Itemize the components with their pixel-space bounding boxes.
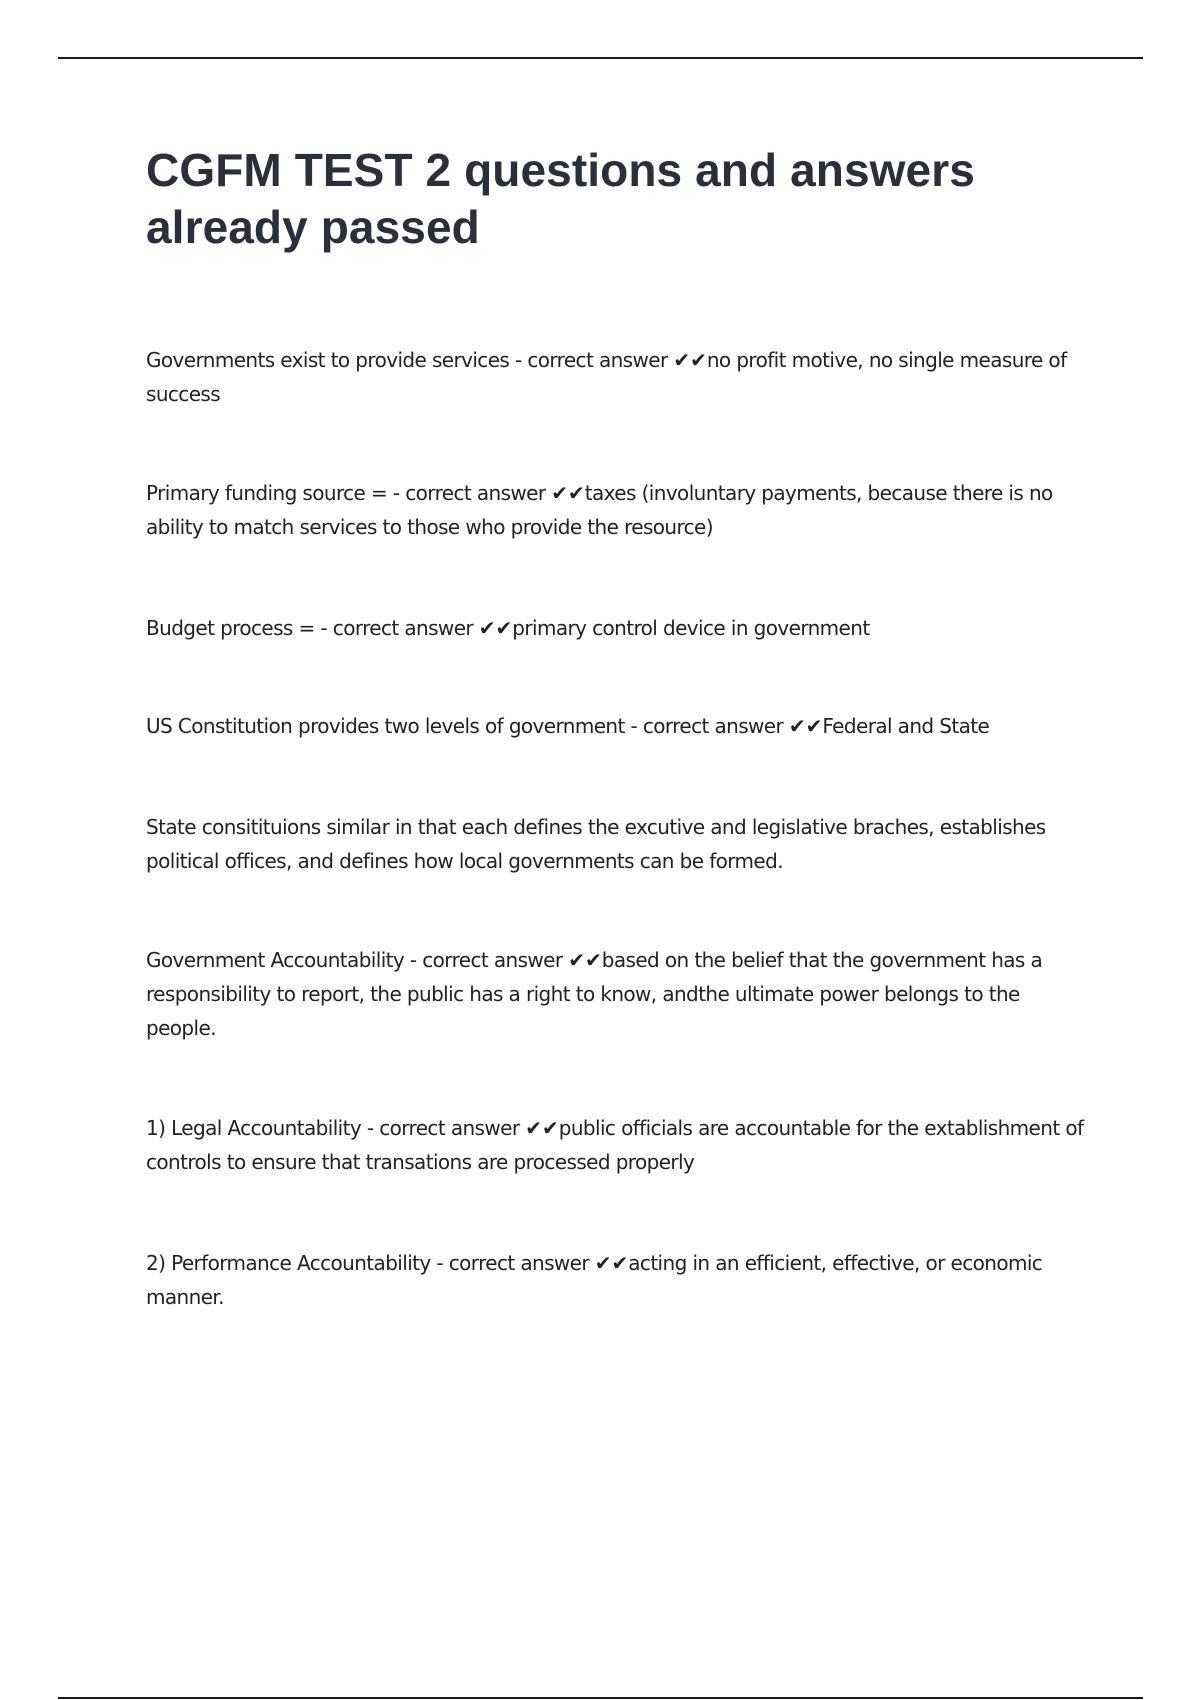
question-text: Government Accountability - correct answer [146,948,569,972]
answer-text: no profit motive, no single measure of success [146,348,1067,406]
check-icon: ✔✔ [788,714,823,738]
question-text: Budget process = - correct answer [146,616,479,640]
answer-text: public officials are accountable for the extablishment of controls to ensure that transations are processed properly [146,1116,1084,1174]
answer-text: Federal and State [822,714,990,738]
qa-item-2 [146,476,1090,544]
qa-item-4 [146,709,1090,743]
answer-text: primary control device in government [512,616,870,640]
qa-item-8 [146,1246,1090,1314]
answer-text: taxes (involuntary payments, because there is no ability to match services to those who provide the resource) [146,481,1053,539]
question-text: 1) Legal Accountability - correct answer [146,1116,526,1140]
bottom-rule [58,1697,1143,1699]
qa-item-1 [146,343,1090,411]
check-icon: ✔✔ [568,948,602,972]
question-text: 2) Performance Accountability - correct answer [146,1251,595,1275]
check-icon: ✔✔ [551,481,585,505]
qa-item-6 [146,943,1090,1045]
answer-text: based on the belief that the government has a responsibility to report, the public has a right to know, andthe ultimate power belongs to the people. [146,948,1043,1040]
qa-item-5 [146,810,1090,878]
check-icon: ✔✔ [594,1251,629,1275]
question-text: Primary funding source = - correct answer [146,481,552,505]
document-body [146,142,1090,1309]
page-title: CGFM TEST 2 questions and answers already passed [146,144,975,253]
check-icon: ✔✔ [673,348,707,372]
answer-text: acting in an efficient, effective, or economic manner. [146,1251,1043,1309]
check-icon: ✔✔ [525,1116,559,1140]
statement-text: State consitituions similar in that each defines the excutive and legislative braches, establishes political offices, and defines how local governments can be formed. [146,815,1046,873]
qa-item-3 [146,611,1090,645]
qa-item-7 [146,1111,1090,1179]
question-text: Governments exist to provide services - correct answer [146,348,674,372]
question-text: US Constitution provides two levels of government - correct answer [146,714,789,738]
check-icon: ✔✔ [478,616,513,640]
top-rule [58,57,1143,59]
